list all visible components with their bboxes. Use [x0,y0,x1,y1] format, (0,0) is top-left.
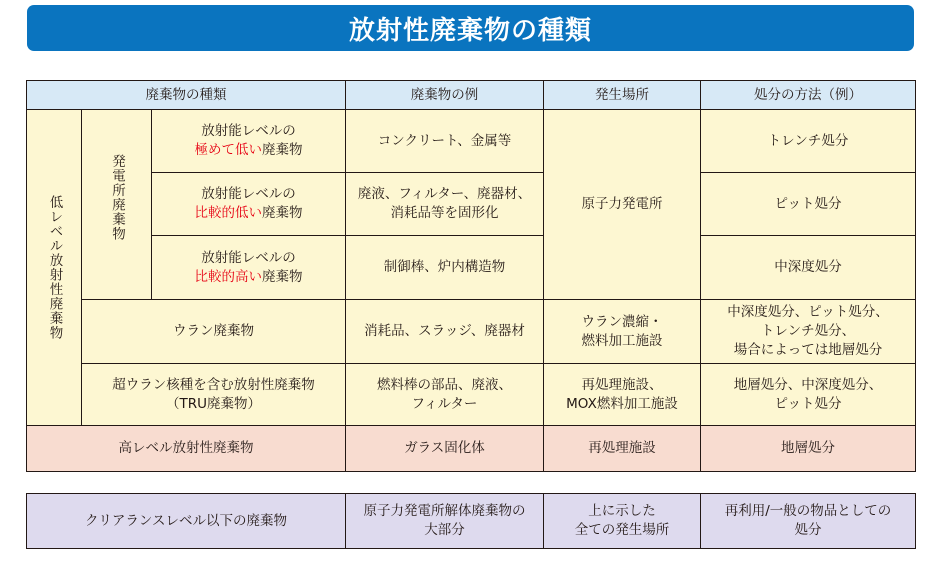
disposal-line: 中深度処分、ピット処分、 [727,304,889,320]
type-cell: クリアランスレベル以下の廃棄物 [27,494,346,549]
clearance-table [26,493,916,549]
example-cell: 消耗品、スラッジ、廃器材 [346,300,544,364]
source-line: ウラン濃縮・ [581,313,663,330]
disposal-cell [701,494,916,549]
source-cell: 原子力発電所 [544,110,701,300]
table-row [27,110,916,173]
source-line: 再処理施設、 [581,376,663,393]
type-cell [152,110,346,173]
type-line: （TRU廃棄物） [165,395,261,412]
highlight-text: 比較的低い [194,205,262,221]
table-row [27,364,916,426]
disposal-cell: 地層処分 [701,426,916,472]
type-line: 放射能レベルの [201,249,296,266]
disposal-cell [701,300,916,364]
table-row [27,173,916,236]
example-line: 原子力発電所解体廃棄物の [363,503,526,519]
example-cell [346,173,544,236]
example-line: 燃料棒の部品、廃液、 [377,376,512,393]
type-suffix: 廃棄物 [262,205,303,221]
disposal-line: トレンチ処分、 [760,323,856,339]
disposal-line: ピット処分 [774,395,842,412]
disposal-cell: 中深度処分 [701,236,916,300]
type-line [156,141,341,160]
header-type: 廃棄物の種類 [27,81,346,110]
source-line: 上に示した [588,503,656,519]
page-title: 放射性廃棄物の種類 [348,15,592,46]
source-cell [544,300,701,364]
type-line: 放射能レベルの [201,186,296,202]
disposal-cell [701,364,916,426]
type-line: 超ウラン核種を含む放射性廃棄物 [112,376,315,393]
disposal-line: 再利用/一般の物品としての [724,503,892,519]
low-level-label: 低レベル放射性廃棄物 [46,195,63,340]
low-level-label-cell [27,110,82,426]
example-cell [346,364,544,426]
type-cell: 高レベル放射性廃棄物 [27,426,346,472]
table-header-row [27,81,916,110]
type-suffix: 廃棄物 [262,142,303,158]
type-cell [152,236,346,300]
example-line: 消耗品等を固形化 [390,205,499,221]
disposal-cell: トレンチ処分 [701,110,916,173]
header-example: 廃棄物の例 [346,81,544,110]
example-cell: 制御棒、炉内構造物 [346,236,544,300]
disposal-line: 地層処分、中深度処分、 [733,376,883,393]
type-line [156,204,341,223]
source-cell [544,494,701,549]
type-suffix: 廃棄物 [262,268,303,285]
type-cell [152,173,346,236]
disposal-line: 場合によっては地層処分 [733,342,883,358]
header-source: 発生場所 [544,81,701,110]
table-row [27,236,916,300]
source-cell [544,364,701,426]
highlight-text: 比較的高い [194,268,262,285]
table-row-clearance [27,494,916,549]
source-cell: 再処理施設 [544,426,701,472]
type-line: 放射能レベルの [201,123,296,139]
source-line: 燃料加工施設 [581,332,663,349]
type-line [156,268,341,287]
type-cell: ウラン廃棄物 [82,300,346,364]
source-line: MOX燃料加工施設 [566,395,678,412]
plant-label-cell [82,110,152,300]
waste-types-table [26,80,916,472]
example-cell: ガラス固化体 [346,426,544,472]
example-line: 廃液、フィルター、廃器材、 [357,186,532,202]
highlight-text: 極めて低い [194,142,262,158]
example-line: フィルター [411,395,478,412]
disposal-line: 処分 [794,522,822,538]
type-cell [82,364,346,426]
table-row-high-level [27,426,916,472]
example-cell [346,494,544,549]
header-disposal: 処分の方法（例） [701,81,916,110]
source-line: 全ての発生場所 [574,522,670,538]
title-banner [27,5,914,51]
disposal-cell: ピット処分 [701,173,916,236]
example-line: 大部分 [424,522,465,538]
example-cell: コンクリート、金属等 [346,110,544,173]
table-row [27,300,916,364]
plant-label: 発電所廃棄物 [109,154,125,241]
